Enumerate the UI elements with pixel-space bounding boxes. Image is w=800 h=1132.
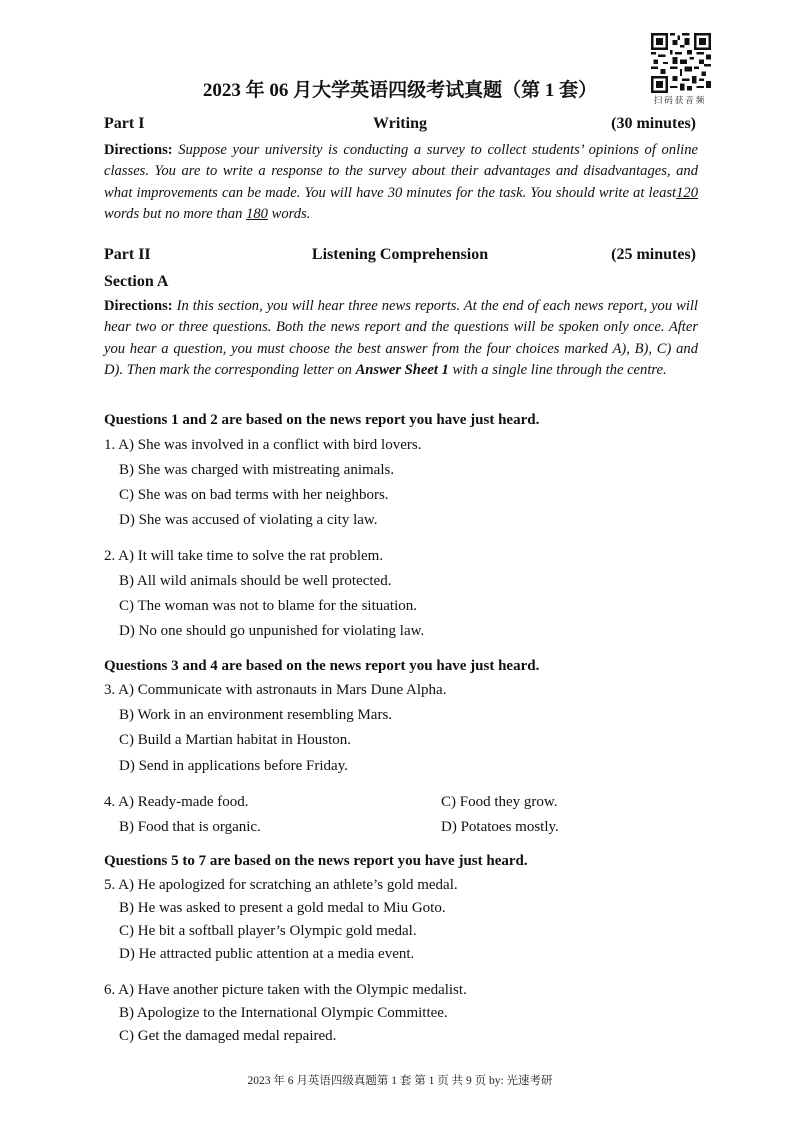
part2-directions-label: Directions: [104,298,173,314]
q4-option-c: C) Food they grow. [441,794,558,810]
part2-directions [104,296,698,381]
q3-option-a: 3. A) Communicate with astronauts in Mars Dune Alpha. [104,682,447,698]
q3-option-d: D) Send in applications before Friday. [119,758,348,774]
question-group-1-heading: Questions 1 and 2 are based on the news report you have just heard. [104,412,540,428]
part2-name: Listening Comprehension [311,246,489,263]
q2-option-d: D) No one should go unpunished for violating law. [119,623,425,639]
q2-option-c: C) The woman was not to blame for the situation. [119,598,418,614]
q3-option-c: C) Build a Martian habitat in Houston. [119,732,352,748]
q6-option-a: 6. A) Have another picture taken with the Olympic medalist. [104,982,467,998]
q6-option-c: C) Get the damaged medal repaired. [119,1028,337,1044]
q5-option-c: C) He bit a softball player’s Olympic gold medal. [119,923,417,939]
q1-option-d: D) She was accused of violating a city law. [119,512,378,528]
q5-option-d: D) He attracted public attention at a media event. [119,946,415,962]
part2-time: (25 minutes) [611,246,696,263]
part1-directions-end: words. [267,205,311,222]
q1-option-c: C) She was on bad terms with her neighbors. [119,487,389,503]
part1-name: Writing [373,115,427,132]
answer-sheet-ref: Answer Sheet 1 [355,361,449,378]
part2-directions-text: In this section, you will hear three news reports. At the end of each news report, you will hear two or three questions. Both the news report and the questions will be spoken only once. After you hear a question, you must choose the best answer from the four choices marked A), B), C) and D). Then mark the corresponding letter on [104,298,698,378]
part1-directions-mid: words but no more than [104,205,243,222]
q4-option-b: B) Food that is organic. [119,819,261,835]
part2-label: Part II [104,246,151,263]
q2-option-b: B) All wild animals should be well protected. [119,573,392,589]
section-a-heading: Section A [104,273,169,290]
question-group-2-heading: Questions 3 and 4 are based on the news report you have just heard. [104,658,540,674]
question-group-3-heading: Questions 5 to 7 are based on the news report you have just heard. [104,853,528,869]
q6-option-b: B) Apologize to the International Olympic Committee. [119,1005,448,1021]
part1-directions [104,140,698,225]
part1-directions-label: Directions: [104,142,173,158]
page-footer: 2023 年 6 月英语四级真题第 1 套 第 1 页 共 9 页 by: 光速考研 [247,1075,553,1087]
q5-option-a: 5. A) He apologized for scratching an athlete’s gold medal. [104,877,458,893]
part2-directions-end: with a single line through the centre. [448,361,667,378]
q2-option-a: 2. A) It will take time to solve the rat problem. [104,548,384,564]
min-words: 120 [676,184,698,201]
max-words: 180 [246,205,268,222]
q3-option-b: B) Work in an environment resembling Mars. [119,707,393,723]
part1-time: (30 minutes) [611,115,696,132]
q1-option-a: 1. A) She was involved in a conflict with bird lovers. [104,437,422,453]
part1-directions-text: Suppose your university is conducting a survey to collect students’ opinions of online classes. You are to write a response to the survey about their advantages and disadvantages, and what improvements can be made. You will have 30 minutes for the task. You should write at least [104,142,698,201]
q1-option-b: B) She was charged with mistreating animals. [119,462,395,478]
q4-option-a: 4. A) Ready-made food. [104,794,249,810]
qr-caption: 扫码获音频 [653,96,707,106]
page-title: 2023 年 06 月大学英语四级考试真题（第 1 套） [202,80,598,101]
part1-label: Part I [104,115,145,132]
q5-option-b: B) He was asked to present a gold medal to Miu Goto. [119,900,446,916]
q4-option-d: D) Potatoes mostly. [441,819,559,835]
